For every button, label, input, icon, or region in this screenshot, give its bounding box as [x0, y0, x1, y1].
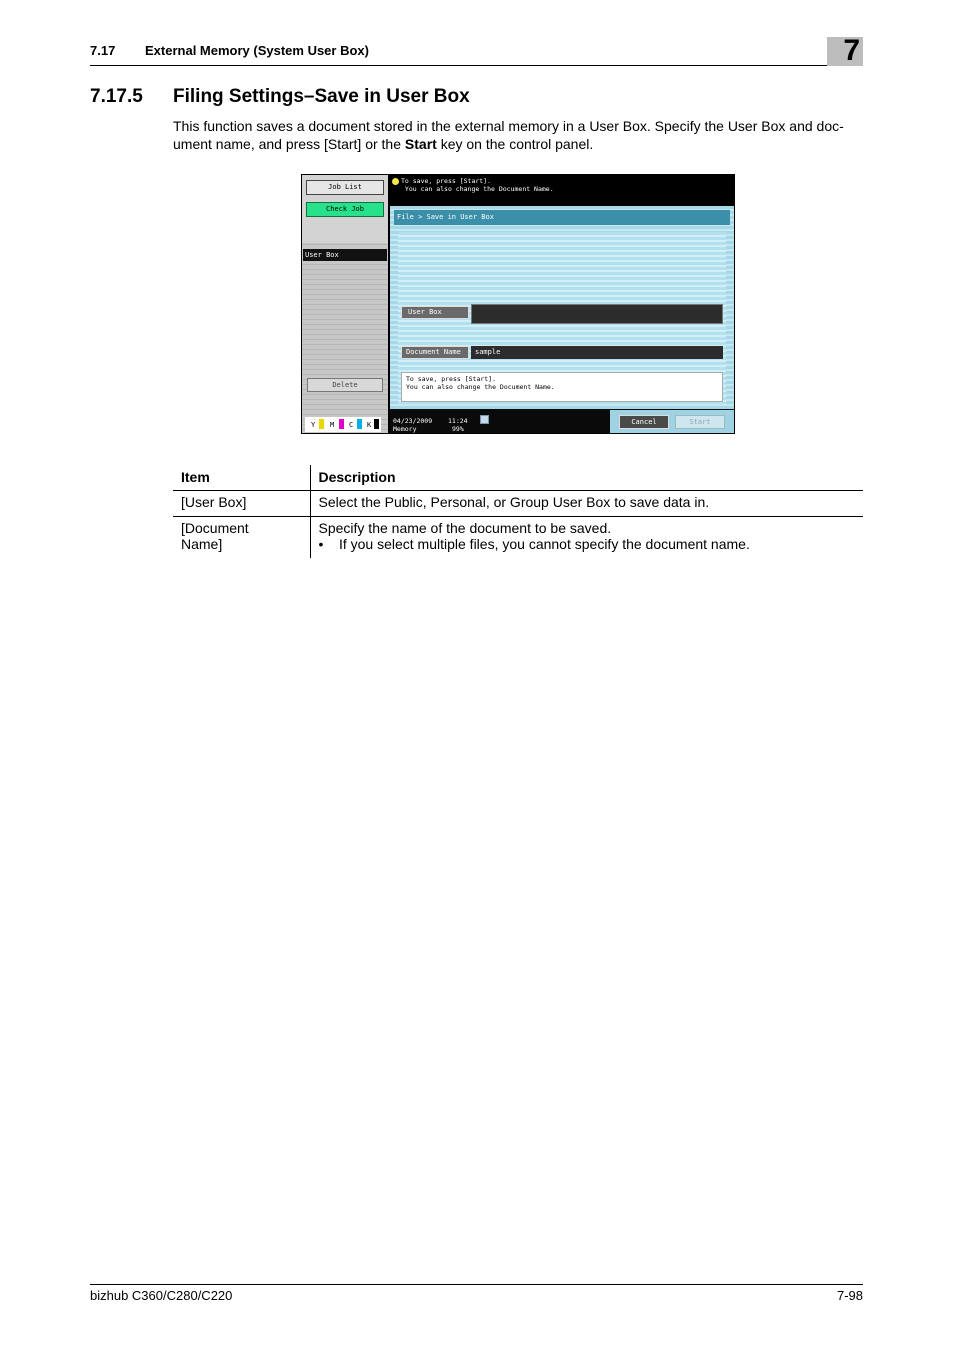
- info-box: [401, 372, 723, 402]
- action-bar: [610, 410, 734, 433]
- main-area: [390, 206, 734, 409]
- time-value: 11:24: [448, 417, 468, 425]
- row-item-line-2: Name]: [181, 535, 223, 552]
- cancel-button[interactable]: Cancel: [619, 415, 669, 429]
- user-box-button[interactable]: User Box: [401, 306, 469, 319]
- info-line-1: To save, press [Start].: [406, 375, 497, 383]
- table-header-row: [173, 465, 863, 490]
- message-area: [401, 177, 554, 193]
- toner-m-bar: [339, 419, 344, 429]
- row-description: Select the Public, Personal, or Group User Box to save data in.: [310, 490, 863, 516]
- toner-y-bar: [319, 419, 324, 429]
- intro-text-1: This function saves a document stored in the external memory in a User Box. Specify the User Box and doc-ument name, and press [Start] or the: [173, 118, 844, 152]
- network-icon: [480, 415, 489, 424]
- row-item: [173, 516, 310, 558]
- status-bar: [390, 409, 734, 433]
- chapter-badge: [827, 34, 863, 67]
- intro-text-2: key on the control panel.: [436, 136, 594, 152]
- toner-k-label: K: [367, 421, 372, 429]
- check-job-button[interactable]: Check Job: [306, 202, 384, 217]
- table-row: [173, 490, 863, 516]
- footer-product: bizhub C360/C280/C220: [90, 1288, 233, 1303]
- chapter-number: 7: [843, 34, 860, 67]
- start-button[interactable]: Start: [675, 415, 725, 429]
- row-item-line-1: [Document: [181, 519, 249, 536]
- toner-c-bar: [357, 419, 362, 429]
- job-list-button[interactable]: Job List: [306, 180, 384, 195]
- header-section-number: 7.17: [90, 43, 116, 58]
- time-memory: [448, 417, 468, 433]
- row-description-bullet: • If you select multiple files, you cannot specify the document name.: [318, 535, 750, 552]
- info-line-2: You can also change the Document Name.: [406, 383, 555, 391]
- document-name-button[interactable]: Document Name: [401, 346, 469, 359]
- settings-table: [173, 465, 863, 558]
- user-box-field: [471, 304, 723, 324]
- date-value: 04/23/2009: [393, 417, 433, 425]
- header-section-title: External Memory (System User Box): [145, 43, 369, 58]
- memory-label: Memory: [393, 425, 417, 433]
- date-memory: [393, 417, 432, 433]
- user-box-tab[interactable]: User Box: [303, 249, 387, 261]
- message-line-2: You can also change the Document Name.: [401, 185, 554, 193]
- delete-button[interactable]: Delete: [307, 378, 383, 392]
- column-header-description: Description: [310, 465, 863, 490]
- column-header-item: Item: [173, 465, 310, 490]
- row-item: [User Box]: [173, 490, 310, 516]
- left-panel: [302, 175, 388, 433]
- intro-bold-start: Start: [404, 136, 437, 152]
- lightbulb-icon: [392, 178, 399, 185]
- row-description: [310, 516, 863, 558]
- intro-paragraph: [173, 117, 863, 153]
- running-header: [90, 42, 863, 66]
- toner-y-label: Y: [311, 421, 316, 429]
- message-line-1: To save, press [Start].: [401, 177, 492, 185]
- toner-c-label: C: [349, 421, 354, 429]
- memory-value: 99%: [452, 425, 464, 433]
- table-row: [173, 516, 863, 558]
- toner-m-label: M: [330, 421, 335, 429]
- breadcrumb: File > Save in User Box: [394, 210, 730, 225]
- document-name-field: sample: [471, 346, 723, 359]
- panel-screenshot: [301, 174, 735, 434]
- row-description-text: Specify the name of the document to be saved.: [318, 519, 612, 536]
- footer-page-number: 7-98: [836, 1288, 863, 1303]
- toner-k-bar: [374, 419, 379, 429]
- section-number: 7.17.5: [90, 86, 143, 107]
- form-area: [398, 232, 726, 404]
- toner-indicator: [305, 417, 381, 432]
- section-title: Filing Settings–Save in User Box: [173, 86, 470, 107]
- page-footer: [90, 1284, 863, 1303]
